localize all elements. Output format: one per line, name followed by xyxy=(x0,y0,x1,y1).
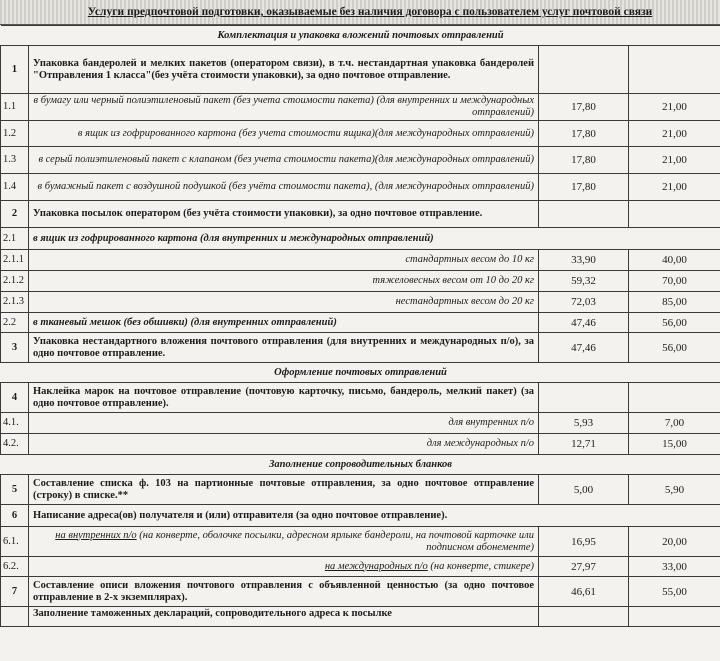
row-description xyxy=(29,557,539,577)
row-description: стандартных весом до 10 кг xyxy=(29,250,539,271)
row-number: 2.1.3 xyxy=(1,292,29,313)
row-description: Упаковка посылок оператором (без учёта стоимости упаковки), за одно почтовое отправление. xyxy=(29,201,539,228)
row-description: тяжеловесных весом от 10 до 20 кг xyxy=(29,271,539,292)
price-with-vat: 20,00 xyxy=(629,527,720,557)
table-row xyxy=(1,201,720,228)
table-row xyxy=(1,250,720,271)
row-description: в ящик из гофрированного картона (для внутренних и международных отправлений) xyxy=(29,228,720,250)
table-row xyxy=(1,505,720,527)
section-row xyxy=(1,363,720,383)
row-number: 2.1 xyxy=(1,228,29,250)
row-description: Заполнение таможенных деклараций, сопроводительного адреса к посылке xyxy=(29,607,539,627)
row-number: 5 xyxy=(1,475,29,505)
row-number: 3 xyxy=(1,333,29,363)
price-with-vat: 70,00 xyxy=(629,271,720,292)
price-with-vat: 21,00 xyxy=(629,174,720,201)
table-row xyxy=(1,383,720,413)
table-row xyxy=(1,147,720,174)
row-number: 1.2 xyxy=(1,121,29,147)
price-without-vat: 17,80 xyxy=(539,174,629,201)
price-without-vat: 27,97 xyxy=(539,557,629,577)
table-row xyxy=(1,527,720,557)
row-number: 6 xyxy=(1,505,29,527)
row-number: 2.1.1 xyxy=(1,250,29,271)
row-description: в бумажный пакет с воздушной подушкой (без учёта стоимости пакета), (для международных отправлений) xyxy=(29,174,539,201)
section-title: Оформление почтовых отправлений xyxy=(1,363,720,383)
underlined-term: на внутренних п/о xyxy=(55,529,137,541)
price-with-vat: 55,00 xyxy=(629,577,720,607)
row-number: 1.3 xyxy=(1,147,29,174)
row-number: 1 xyxy=(1,46,29,94)
price-with-vat: 5,90 xyxy=(629,475,720,505)
row-description: в серый полиэтиленовый пакет с клапаном (без учета стоимости пакета)(для международных отправлений) xyxy=(29,147,539,174)
row-number: 1.4 xyxy=(1,174,29,201)
row-description: Составление описи вложения почтового отправления с объявленной ценностью (за одно почтовое отправление в 2-х экземплярах). xyxy=(29,577,539,607)
row-number: 2.2 xyxy=(1,313,29,333)
table-row xyxy=(1,292,720,313)
row-description: в бумагу или черный полиэтиленовый пакет (без учета стоимости пакета) (для внутренних и международных отправлений) xyxy=(29,94,539,121)
price-with-vat: 21,00 xyxy=(629,94,720,121)
row-description: нестандартных весом до 20 кг xyxy=(29,292,539,313)
table-row xyxy=(1,557,720,577)
page-title: Услуги предпочтовой подготовки, оказываемые без наличия договора с пользователем услуг почтовой связи xyxy=(0,0,720,25)
table-row xyxy=(1,228,720,250)
price-without-vat: 17,80 xyxy=(539,94,629,121)
table-row xyxy=(1,333,720,363)
row-description: Наклейка марок на почтовое отправление (почтовую карточку, письмо, бандероль, мелкий пакет) (за одно почтовое отправление). xyxy=(29,383,539,413)
row-description: в тканевый мешок (без обшивки) (для внутренних отправлений) xyxy=(29,313,539,333)
row-number: 6.2. xyxy=(1,557,29,577)
table-row xyxy=(1,313,720,333)
row-description xyxy=(29,527,539,557)
price-with-vat: 21,00 xyxy=(629,121,720,147)
section-title: Заполнение сопроводительных бланков xyxy=(1,455,720,475)
table-row xyxy=(1,94,720,121)
row-description: в ящик из гофрированного картона (без учета стоимости ящика)(для международных отправлений) xyxy=(29,121,539,147)
price-with-vat: 15,00 xyxy=(629,434,720,455)
row-number: 6.1. xyxy=(1,527,29,557)
section-row xyxy=(1,455,720,475)
row-number: 7 xyxy=(1,577,29,607)
row-number: 4 xyxy=(1,383,29,413)
price-with-vat: 21,00 xyxy=(629,147,720,174)
table-row xyxy=(1,121,720,147)
price-with-vat: 85,00 xyxy=(629,292,720,313)
section-title: Комплектация и упаковка вложений почтовых отправлений xyxy=(1,26,720,46)
row-description: для внутренних п/о xyxy=(29,413,539,434)
price-without-vat: 17,80 xyxy=(539,147,629,174)
price-without-vat: 5,00 xyxy=(539,475,629,505)
price-with-vat: 56,00 xyxy=(629,333,720,363)
price-without-vat: 17,80 xyxy=(539,121,629,147)
row-description: Составление списка ф. 103 на партионные почтовые отправления, за одно почтовое отправление (строку) в списке.** xyxy=(29,475,539,505)
price-without-vat: 12,71 xyxy=(539,434,629,455)
row-description: Упаковка бандеролей и мелких пакетов (оператором связи), в т.ч. нестандартная упаковка бандеролей "Отправления 1 класса"(без учёта стоимости упаковки), за одно почтовое отправление. xyxy=(29,46,539,94)
row-description: Написание адреса(ов) получателя и (или) отправителя (за одно почтовое отправление). xyxy=(29,505,720,527)
price-with-vat: 7,00 xyxy=(629,413,720,434)
row-description: Упаковка нестандартного вложения почтового отправления (для внутренних и международных п/о), за одно почтовое отправление. xyxy=(29,333,539,363)
row-description-rest: (на конверте, оболочке посылки, адресном ярлыке бандероли, на почтовой карточке или подписном абонементе) xyxy=(136,529,534,553)
price-with-vat: 40,00 xyxy=(629,250,720,271)
price-with-vat: 56,00 xyxy=(629,313,720,333)
table-row xyxy=(1,475,720,505)
row-number: 2.1.2 xyxy=(1,271,29,292)
price-without-vat: 47,46 xyxy=(539,313,629,333)
row-number: 4.1. xyxy=(1,413,29,434)
price-without-vat: 47,46 xyxy=(539,333,629,363)
table-row xyxy=(1,607,720,627)
price-with-vat: 33,00 xyxy=(629,557,720,577)
table-row xyxy=(1,413,720,434)
price-without-vat: 5,93 xyxy=(539,413,629,434)
table-row xyxy=(1,434,720,455)
table-row xyxy=(1,577,720,607)
table-row xyxy=(1,271,720,292)
price-without-vat: 59,32 xyxy=(539,271,629,292)
price-table xyxy=(0,25,720,627)
table-row xyxy=(1,174,720,201)
price-without-vat: 72,03 xyxy=(539,292,629,313)
row-number: 4.2. xyxy=(1,434,29,455)
row-number: 2 xyxy=(1,201,29,228)
row-number: 1.1 xyxy=(1,94,29,121)
price-without-vat: 33,90 xyxy=(539,250,629,271)
underlined-term: на международных п/о xyxy=(324,560,428,572)
price-without-vat: 16,95 xyxy=(539,527,629,557)
price-without-vat: 46,61 xyxy=(539,577,629,607)
section-row xyxy=(1,26,720,46)
row-description: для международных п/о xyxy=(29,434,539,455)
row-description-rest: (на конверте, стикере) xyxy=(427,560,534,572)
table-row xyxy=(1,46,720,94)
